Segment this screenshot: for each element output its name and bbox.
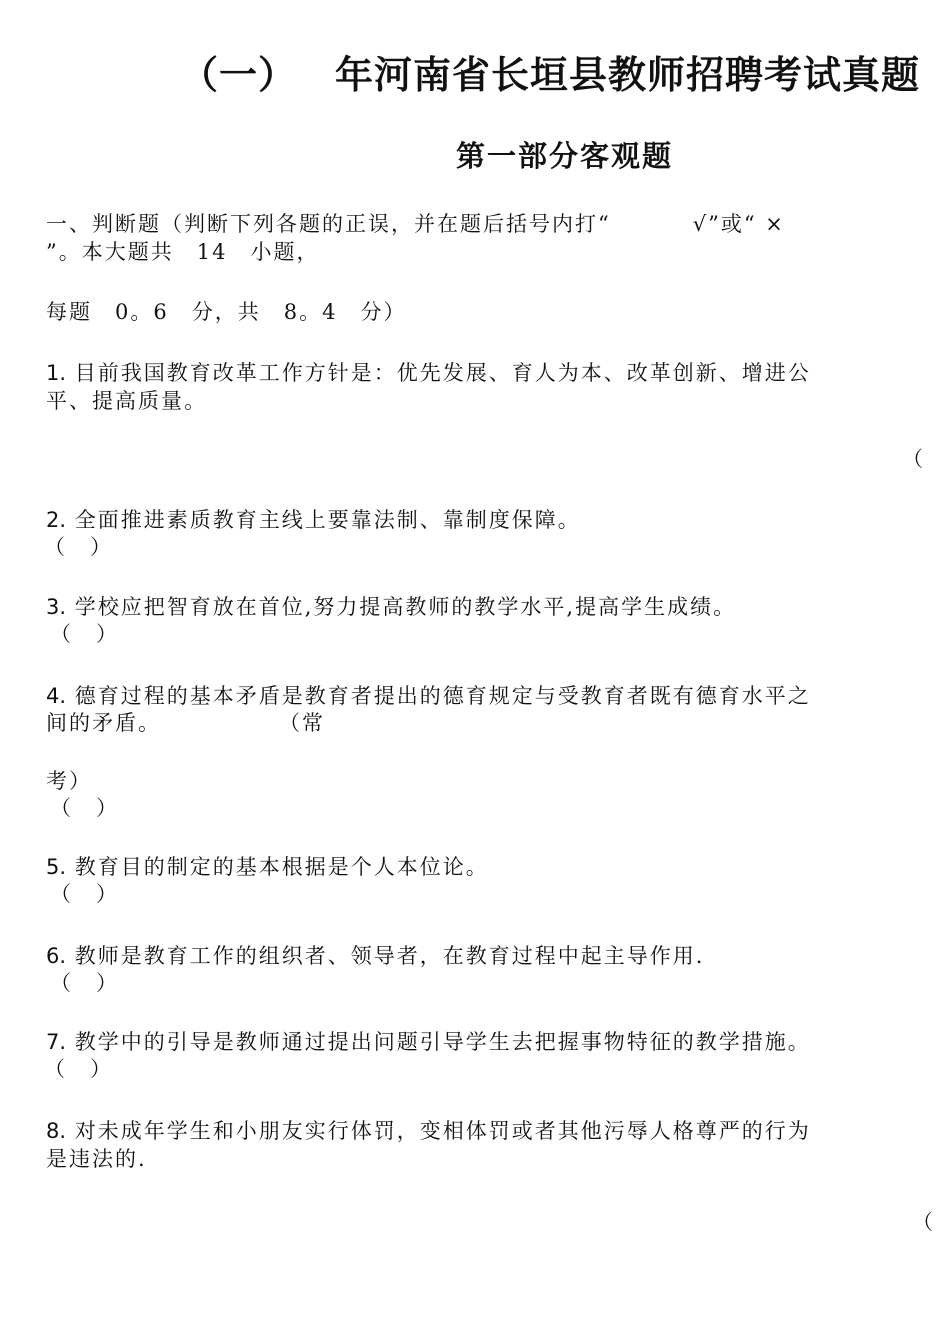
question-text: 全面推进素质教育主线上要靠法制、靠制度保障。: [74, 508, 581, 532]
question-5-line-1: [46, 853, 906, 882]
instruction-line-1: [46, 210, 906, 239]
answer-paren: （ ）: [50, 622, 119, 646]
answer-paren: （: [912, 1210, 933, 1234]
question-4-line-3: 考）: [46, 769, 92, 793]
instruction-text-a: 一、判断题（判断下列各题的正误，并在题后括号内打“: [46, 212, 611, 236]
question-number: 8.: [46, 1119, 67, 1143]
question-text: 教育目的制定的基本根据是个人本位论。: [74, 855, 489, 879]
page-title: [180, 44, 921, 99]
question-number: 5.: [46, 855, 67, 879]
question-number: 2.: [46, 508, 67, 532]
question-text: 教师是教育工作的组织者、领导者，在教育过程中起主导作用.: [74, 944, 705, 968]
answer-paren: （ ）: [50, 971, 119, 995]
question-text: 间的矛盾。: [46, 711, 161, 735]
question-number: 6.: [46, 944, 67, 968]
section-subtitle: 第一部分客观题: [456, 139, 674, 173]
answer-paren: （ ）: [44, 535, 113, 559]
question-text: 学校应把智育放在首位,努力提高教师的教学水平,提高学生成绩。: [74, 595, 737, 619]
answer-paren: （ ）: [50, 882, 119, 906]
question-note: （常: [279, 711, 325, 735]
answer-paren: （ ）: [44, 1057, 113, 1081]
instruction-line-2: ”。本大题共 14 小题，: [46, 240, 320, 264]
question-text: 目前我国教育改革工作方针是：优先发展、育人为本、改革创新、增进公: [74, 361, 811, 385]
answer-paren: （ ）: [50, 796, 119, 820]
question-1-line-1: [46, 359, 906, 388]
instruction-text-b: √”或“ ×: [692, 212, 785, 236]
title-main: 年河南省长垣县教师招聘考试真题: [335, 53, 921, 97]
question-number: 4.: [46, 684, 67, 708]
question-text: 对未成年学生和小朋友实行体罚，变相体罚或者其他污辱人格尊严的行为: [74, 1119, 811, 1143]
question-number: 7.: [46, 1030, 67, 1054]
title-paren: （一）: [180, 53, 298, 97]
question-7-line-1: [46, 1028, 906, 1057]
answer-paren: （: [902, 447, 923, 471]
question-8-line-2: 是违法的.: [46, 1147, 147, 1171]
instruction-line-3: 每题 0。6 分，共 8。4 分）: [46, 300, 407, 324]
question-number: 1.: [46, 361, 67, 385]
question-4-line-2: [46, 709, 906, 738]
question-1-line-2: 平、提高质量。: [46, 389, 207, 413]
question-text: 德育过程的基本矛盾是教育者提出的德育规定与受教育者既有德育水平之: [74, 684, 811, 708]
question-6-line-1: [46, 942, 906, 971]
question-4-line-1: [46, 682, 906, 711]
question-2-line-1: [46, 506, 906, 535]
question-8-line-1: [46, 1117, 906, 1146]
question-3-line-1: [46, 593, 906, 622]
question-text: 教学中的引导是教师通过提出问题引导学生去把握事物特征的教学措施。: [74, 1030, 811, 1054]
question-number: 3.: [46, 595, 67, 619]
